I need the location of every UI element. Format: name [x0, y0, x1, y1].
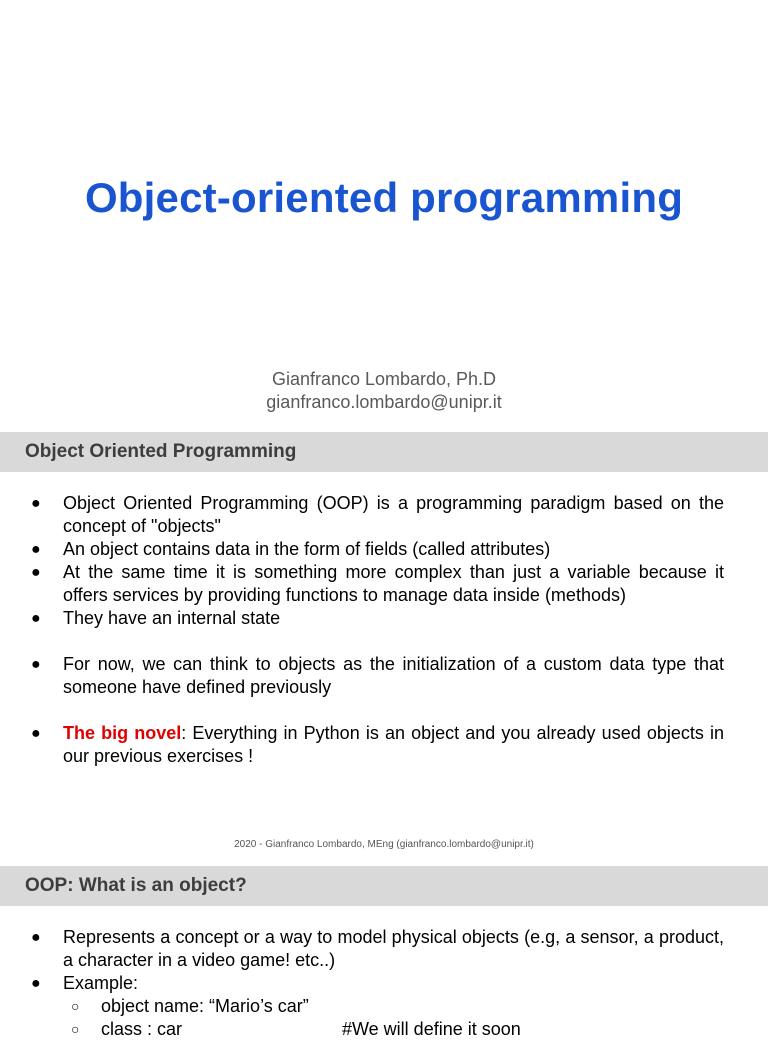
sub-bullet-list: [0, 995, 768, 1041]
title-slide: [0, 0, 768, 432]
presentation-title: Object-oriented programming: [84, 174, 684, 221]
bullet-dot-icon: ●: [31, 495, 41, 512]
bullet-spacer: [0, 699, 768, 722]
bullet-text: Represents a concept or a way to model physical objects (e.g, a sensor, a product, a character in a video game! etc..): [63, 927, 724, 970]
bullet-item: [0, 926, 768, 972]
slide-oop-intro: [0, 432, 768, 864]
bullet-item: [0, 561, 768, 607]
bullet-dot-icon: ●: [31, 929, 41, 946]
bullet-list: [0, 926, 768, 995]
bullet-text: For now, we can think to objects as the initialization of a custom data type that someone have defined previously: [63, 654, 724, 697]
bullet-spacer: [0, 630, 768, 653]
bullet-item: [0, 492, 768, 538]
slide-footer: 2020 - Gianfranco Lombardo, MEng (gianfranco.lombardo@unipr.it): [234, 839, 534, 850]
bullet-dot-icon: ●: [31, 725, 41, 742]
bullet-dot-icon: ●: [31, 656, 41, 673]
slide-header: OOP: What is an object?: [0, 866, 768, 906]
bullet-text: Object Oriented Programming (OOP) is a programming paradigm based on the concept of "objects": [63, 493, 724, 536]
sub-bullet-circle-icon: ○: [71, 1021, 80, 1037]
bullet-item: [0, 972, 768, 995]
bullet-dot-icon: ●: [31, 610, 41, 627]
bullet-list: [0, 492, 768, 768]
slide-header: Object Oriented Programming: [0, 432, 768, 472]
bullet-text: An object contains data in the form of fields (called attributes): [63, 539, 551, 559]
bullet-dot-icon: ●: [31, 975, 41, 992]
bullet-dot-icon: ●: [31, 564, 41, 581]
bullet-item: [0, 607, 768, 630]
highlight-label: The big novel: [63, 723, 182, 743]
sub-bullet-item: [0, 1018, 768, 1041]
author-email: gianfranco.lombardo@unipr.it: [266, 392, 502, 412]
bullet-text: : Everything in Python is an object and you already used objects in our previous exercises !: [63, 723, 724, 766]
bullet-text: They have an internal state: [63, 608, 281, 628]
sub-bullet-text: object name: “Mario’s car”: [101, 996, 309, 1016]
bullet-dot-icon: ●: [31, 541, 41, 558]
author-block: [0, 368, 768, 414]
code-comment: #We will define it soon: [342, 1019, 521, 1039]
bullet-item-highlight: [0, 722, 768, 768]
bullet-item: [0, 653, 768, 699]
sub-bullet-circle-icon: ○: [71, 998, 80, 1014]
slide-what-is-object: [0, 866, 768, 1039]
sub-bullet-text: class : car: [101, 1019, 183, 1039]
bullet-text: Example:: [63, 973, 139, 993]
sub-bullet-item: [0, 995, 768, 1018]
bullet-item: [0, 538, 768, 561]
bullet-text: At the same time it is something more complex than just a variable because it offers services by providing functions to manage data inside (methods): [63, 562, 724, 605]
author-name: Gianfranco Lombardo, Ph.D: [271, 369, 497, 389]
